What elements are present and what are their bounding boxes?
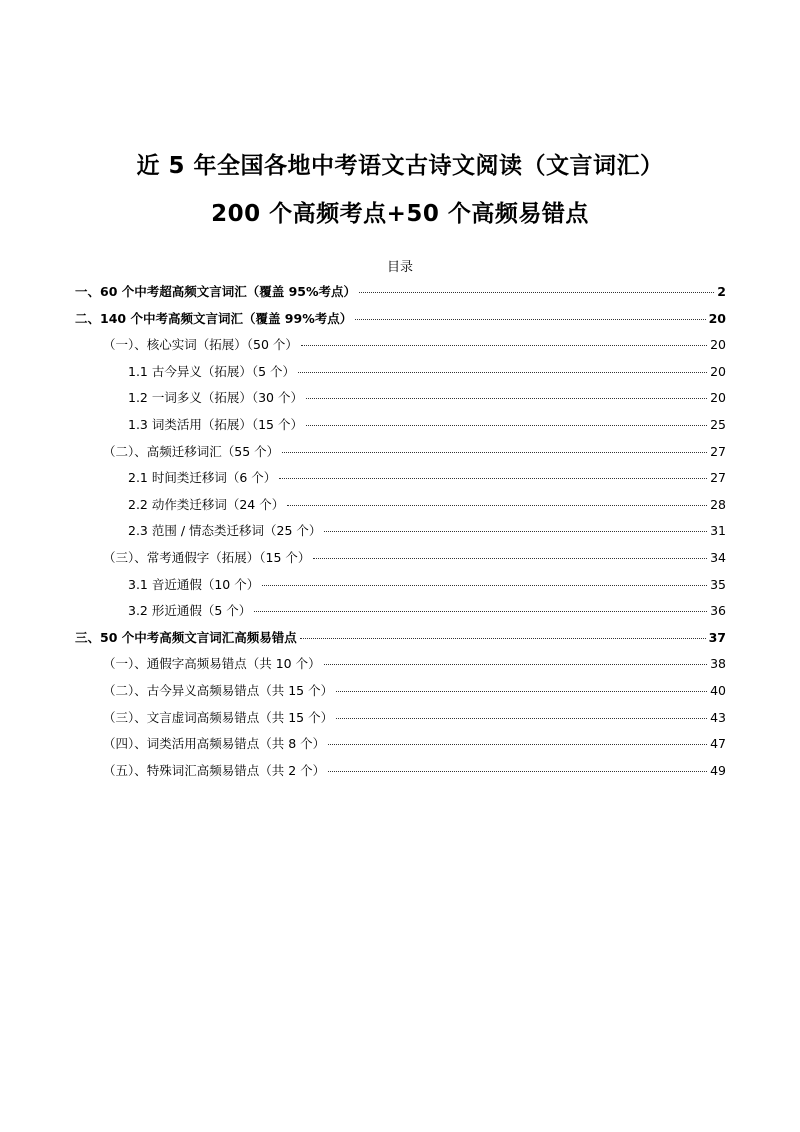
toc-entry-page: 20 xyxy=(710,390,726,406)
document-title-line-1: 近 5 年全国各地中考语文古诗文阅读（文言词汇） xyxy=(136,153,664,179)
toc-dot-leader xyxy=(359,292,714,293)
toc-dot-leader xyxy=(300,638,706,639)
toc-entry[interactable] xyxy=(75,415,726,442)
toc-dot-leader xyxy=(306,398,707,399)
toc-entry-label: 1.1 古今异义（拓展）（5 个） xyxy=(128,363,296,379)
toc-entry-label: （五）、特殊词汇高频易错点（共 2 个） xyxy=(103,762,326,778)
toc-entry-page: 31 xyxy=(710,523,726,539)
toc-dot-leader xyxy=(279,478,707,479)
toc-entry-page: 25 xyxy=(710,416,726,432)
toc-entry-label: （二）、古今异义高频易错点（共 15 个） xyxy=(103,682,334,698)
toc-dot-leader xyxy=(301,345,707,346)
toc-dot-leader xyxy=(298,372,707,373)
toc-entry[interactable] xyxy=(75,601,726,628)
toc-entry[interactable] xyxy=(75,708,726,735)
toc-dot-leader xyxy=(328,744,707,745)
toc-entry-page: 36 xyxy=(710,603,726,619)
toc-entry-label: （三）、常考通假字（拓展）（15 个） xyxy=(103,549,311,565)
toc-entry[interactable] xyxy=(75,521,726,548)
toc-entry-label: 2.2 动作类迁移词（24 个） xyxy=(128,496,285,512)
toc-dot-leader xyxy=(336,691,707,692)
toc-entry[interactable] xyxy=(75,335,726,362)
toc-entry-label: 2.3 范围 / 情态类迁移词（25 个） xyxy=(128,523,322,539)
toc-dot-leader xyxy=(313,558,707,559)
toc-dot-leader xyxy=(328,771,707,772)
toc-entry-label: （三）、文言虚词高频易错点（共 15 个） xyxy=(103,709,334,725)
toc-entry-label: 1.3 词类活用（拓展）（15 个） xyxy=(128,416,303,432)
toc-entry[interactable] xyxy=(75,575,726,602)
toc-dot-leader xyxy=(287,505,707,506)
toc-entry-page: 20 xyxy=(710,337,726,353)
toc-dot-leader xyxy=(282,452,707,453)
document-title-line-2: 200 个高频考点+50 个高频易错点 xyxy=(211,201,589,227)
toc-entry[interactable] xyxy=(75,548,726,575)
toc-entry-page: 40 xyxy=(710,682,726,698)
toc-entry[interactable] xyxy=(75,388,726,415)
toc-dot-leader xyxy=(355,319,705,320)
toc-entry-label: （一）、核心实词（拓展）（50 个） xyxy=(103,337,298,353)
toc-entry[interactable] xyxy=(75,282,726,309)
toc-entry-label: （一）、通假字高频易错点（共 10 个） xyxy=(103,656,321,672)
toc-entry[interactable] xyxy=(75,734,726,761)
toc-entry-page: 2 xyxy=(717,284,726,299)
toc-entry-page: 35 xyxy=(710,576,726,592)
toc-entry-label: 3.2 形近通假（5 个） xyxy=(128,603,252,619)
toc-entry-page: 20 xyxy=(708,310,726,326)
toc-entry[interactable] xyxy=(75,362,726,389)
toc-dot-leader xyxy=(262,585,707,586)
toc-entry[interactable] xyxy=(75,309,726,336)
toc-entry-page: 37 xyxy=(708,629,726,645)
toc-entry[interactable] xyxy=(75,761,726,788)
toc-dot-leader xyxy=(324,531,707,532)
toc-entry-page: 27 xyxy=(710,443,726,459)
toc-heading: 目录 xyxy=(386,260,413,275)
toc-entry[interactable] xyxy=(75,468,726,495)
toc-entry[interactable] xyxy=(75,628,726,655)
toc-entry-page: 43 xyxy=(710,709,726,725)
toc-entry-page: 49 xyxy=(710,762,726,778)
toc-dot-leader xyxy=(254,611,707,612)
toc-entry-label: 1.2 一词多义（拓展）（30 个） xyxy=(128,390,303,406)
toc-entry-page: 38 xyxy=(710,656,726,672)
toc-dot-leader xyxy=(336,718,707,719)
toc-entry-label: 一、60 个中考超高频文言词汇（覆盖 95%考点） xyxy=(75,284,357,299)
toc-entry[interactable] xyxy=(75,681,726,708)
table-of-contents xyxy=(75,282,726,787)
toc-entry-page: 20 xyxy=(710,363,726,379)
toc-entry[interactable] xyxy=(75,495,726,522)
toc-entry[interactable] xyxy=(75,654,726,681)
toc-entry-label: （四）、词类活用高频易错点（共 8 个） xyxy=(103,736,326,752)
toc-entry-label: 二、140 个中考高频文言词汇（覆盖 99%考点） xyxy=(75,310,353,326)
toc-entry-page: 34 xyxy=(710,549,726,565)
toc-entry-label: 2.1 时间类迁移词（6 个） xyxy=(128,470,277,486)
toc-entry-page: 47 xyxy=(710,736,726,752)
toc-entry-page: 28 xyxy=(710,496,726,512)
toc-dot-leader xyxy=(324,664,707,665)
toc-entry-label: 3.1 音近通假（10 个） xyxy=(128,576,260,592)
toc-entry-page: 27 xyxy=(710,470,726,486)
toc-entry-label: （二）、高频迁移词汇（55 个） xyxy=(103,443,280,459)
toc-entry-label: 三、50 个中考高频文言词汇高频易错点 xyxy=(75,629,297,645)
toc-dot-leader xyxy=(306,425,707,426)
toc-entry[interactable] xyxy=(75,442,726,469)
